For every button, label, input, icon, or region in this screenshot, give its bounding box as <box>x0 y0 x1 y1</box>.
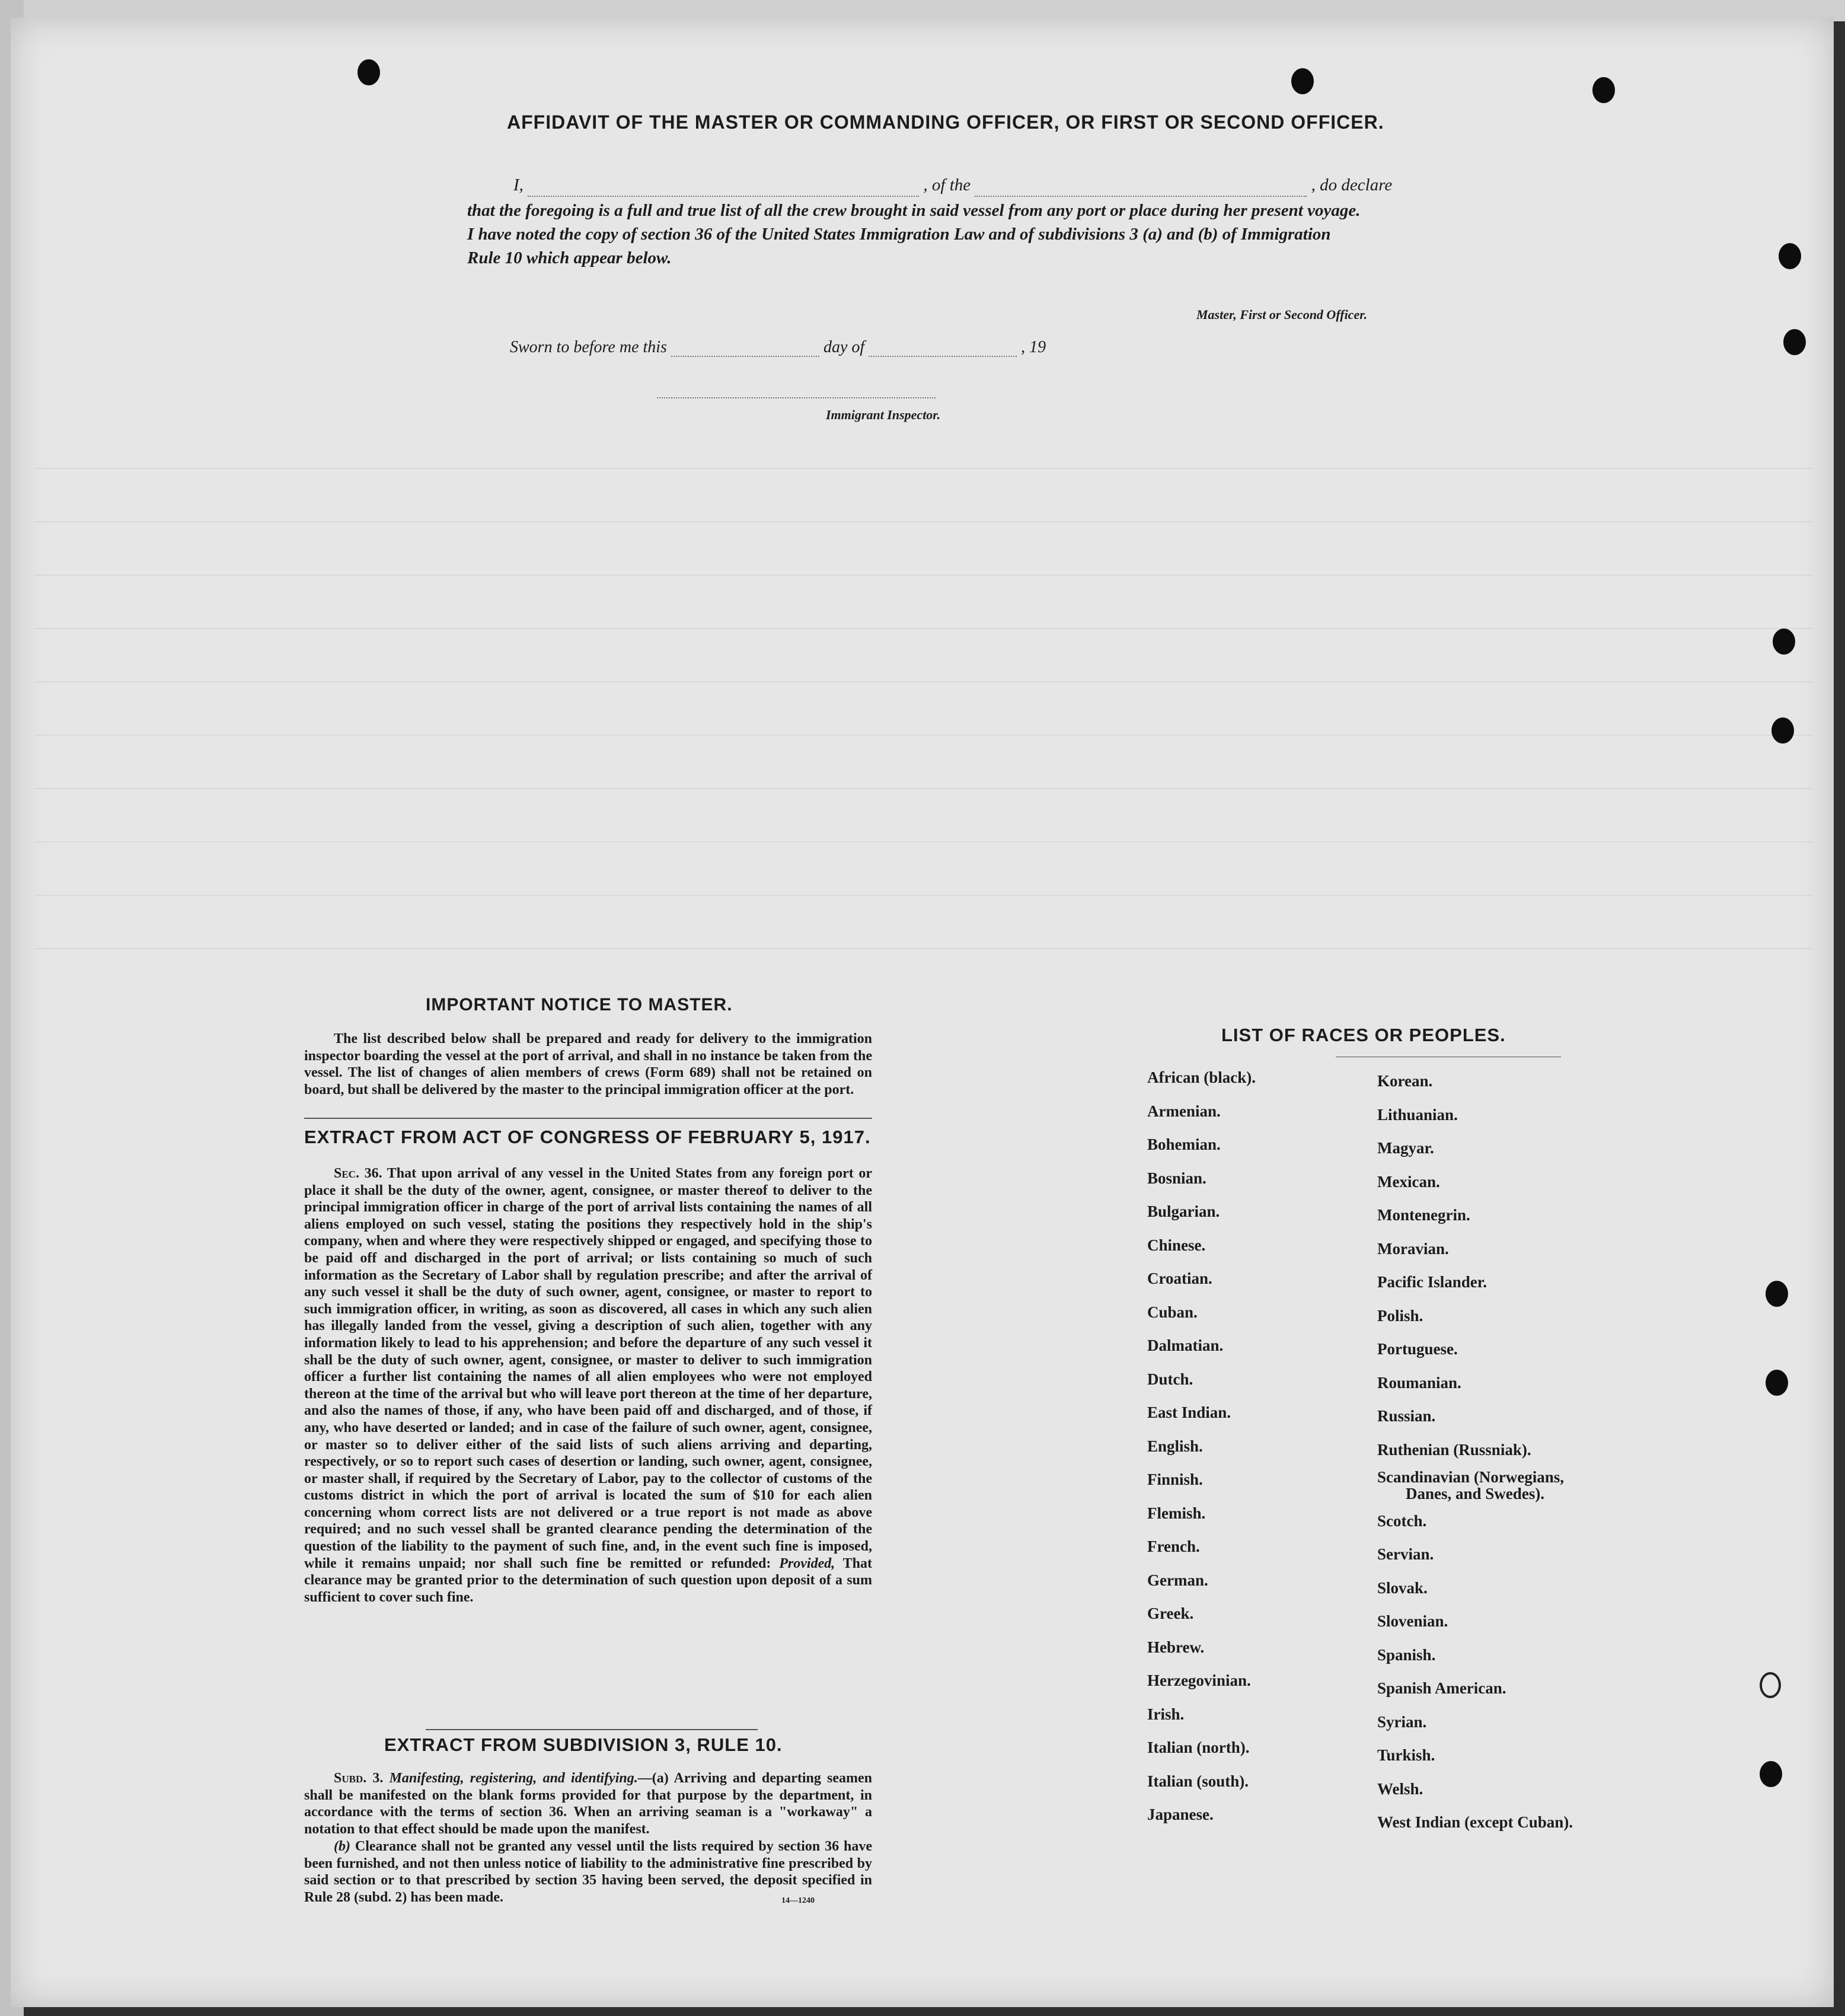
race-item: Herzegovinian. <box>1147 1672 1251 1689</box>
affidavit-line-1 <box>513 173 1450 197</box>
race-item: Korean. <box>1377 1072 1433 1090</box>
form-number: 14—1240 <box>781 1896 815 1905</box>
binder-hole-icon <box>1779 243 1801 269</box>
inspector-signature-line <box>657 397 936 398</box>
provided-label: Provided, <box>779 1555 835 1571</box>
race-item: East Indian. <box>1147 1403 1231 1421</box>
para-a-text: —(a) Arriving and departing seamen shall be manifested on the blank forms provided for that purpose by the department, in accordance with the terms of section 36. When an arriving seaman is a "workaway" a notation to that effect should be made upon the manifest. <box>304 1771 873 1837</box>
race-item: Montenegrin. <box>1377 1206 1470 1224</box>
race-item: Irish. <box>1147 1705 1185 1723</box>
binder-hole-icon <box>1766 1281 1788 1307</box>
extract-rule-para-a <box>304 1770 872 1838</box>
race-item: Servian. <box>1377 1545 1434 1563</box>
binder-hole-outline-icon <box>1760 1672 1781 1698</box>
races-title: LIST OF RACES OR PEOPLES. <box>1221 1025 1506 1045</box>
extract-act-body <box>304 1165 872 1606</box>
races-left-column <box>1147 1068 1343 1839</box>
affidavit-do-declare-label: , do declare <box>1311 176 1393 194</box>
race-item: German. <box>1147 1571 1208 1589</box>
race-item: Armenian. <box>1147 1102 1221 1120</box>
extract-act-title: EXTRACT FROM ACT OF CONGRESS OF FEBRUARY 5, 1917. <box>304 1127 871 1147</box>
race-item: Roumanian. <box>1377 1373 1461 1392</box>
race-item: Bosnian. <box>1147 1169 1206 1187</box>
subd-title: Manifesting, registering, and identifying. <box>389 1771 638 1786</box>
affidavit-name-field[interactable] <box>528 196 919 197</box>
race-item: Dutch. <box>1147 1370 1193 1388</box>
race-item: Cuban. <box>1147 1303 1198 1321</box>
race-item: Polish. <box>1377 1306 1423 1325</box>
binder-hole-icon <box>357 59 380 85</box>
sworn-line <box>510 338 1046 357</box>
notice-body: The list described below shall be prepared and ready for delivery to the immigration inspector boarding the vessel at the port of arrival, and shall in no instance be taken from the vessel. The list of changes of alien members of crews (Form 689) shall not be retained on board, but shall be delivered by the master to the principal immigration officer at the port. <box>304 1031 872 1098</box>
affidavit-line-4: Rule 10 which appear below. <box>467 248 672 267</box>
sworn-label: Sworn to before me this <box>510 338 667 356</box>
race-item: Finnish. <box>1147 1470 1203 1488</box>
race-item: Welsh. <box>1377 1779 1423 1798</box>
race-item: Hebrew. <box>1147 1638 1205 1656</box>
race-item: Flemish. <box>1147 1504 1206 1522</box>
race-item: French. <box>1147 1537 1200 1555</box>
sworn-day-field[interactable] <box>671 356 819 357</box>
race-item: Russian. <box>1377 1407 1436 1425</box>
section-text: That upon arrival of any vessel in the United States from any foreign port or place it shall be the duty of the owner, agent, consignee, or master thereof to deliver to the principal immigration officer in charge of the port of arrival lists containing the names of all aliens employed on such vessel, stating the positions they respectively hold in the ship's company, when and where they were respectively shipped or engaged, and specifying those to be paid off and discharged in the port of arrival; or lists containing so much of such information as the Secretary of Labor shall by regulation prescribe; and after the arrival of any such vessel it shall be the duty of such owner, agent, consignee, or master to report to such immigration officer, in writing, as soon as discovered, all cases in which any such alien has illegally landed from the vessel, giving a description of such alien, together with any information likely to lead to his apprehension; and before the departure of any such vessel it shall be the duty of such owner, agent, consignee, or master to deliver to such immigration officer a further list containing the names of all alien employees who were not employed thereon at the time of the arrival but who will leave port thereon at the time of her departure, and also the names of those, if any, who have been paid off and discharged, and of those, if any, who have deserted or landed; and in case of the failure of such owner, agent, consignee, or master so to deliver either of the said lists of such aliens arriving and departing, respectively, or so to report such cases of desertion or landing, such owner, agent, consignee, or master shall, if required by the Secretary of Labor, pay to the collector of customs of the customs district in which the port of arrival is located the sum of $10 for each alien concerning whom correct lists are not delivered or a true report is not made as above required; and no such vessel shall be granted clearance pending the determination of the question of the liability to the payment of such fine, and, in the event such fine is imposed, while it remains unpaid; nor shall such fine be remitted or refunded: <box>304 1166 872 1571</box>
races-right-column <box>1377 1072 1650 1847</box>
race-item: English. <box>1147 1437 1203 1455</box>
race-item: Mexican. <box>1377 1172 1440 1191</box>
race-item: Scandinavian (Norwegians, <box>1377 1468 1565 1486</box>
binder-hole-icon <box>1771 717 1794 744</box>
divider <box>426 1729 758 1730</box>
race-item: Dalmatian. <box>1147 1336 1224 1354</box>
inspector-label: Immigrant Inspector. <box>826 407 941 422</box>
section-text-end: That clearance may be granted prior to the determination of such question upon deposit of a sum sufficient to cover such fine. <box>304 1555 872 1605</box>
binder-hole-icon <box>1766 1370 1788 1396</box>
race-item: Japanese. <box>1147 1806 1214 1823</box>
affidavit-title: AFFIDAVIT OF THE MASTER OR COMMANDING OFFICER, OR FIRST OR SECOND OFFICER. <box>507 111 1384 133</box>
affidavit-line-2: that the foregoing is a full and true list of all the crew brought in said vessel from any port or place during her present voyage. <box>467 201 1361 220</box>
race-item: Spanish. <box>1377 1645 1436 1664</box>
section-label: Sec. 36. <box>334 1166 382 1181</box>
race-item: Magyar. <box>1377 1139 1434 1157</box>
race-item: Slovenian. <box>1377 1612 1448 1630</box>
affidavit-vessel-field[interactable] <box>975 196 1307 197</box>
binder-hole-icon <box>1783 329 1806 355</box>
para-b-label: (b) <box>334 1839 350 1854</box>
race-item: Bohemian. <box>1147 1135 1221 1153</box>
race-item: Lithuanian. <box>1377 1105 1458 1124</box>
affidavit-line-3: I have noted the copy of section 36 of the United States Immigration Law and of subdivisions 3 (a) and (b) of Immigration <box>467 225 1331 244</box>
race-item: Greek. <box>1147 1604 1194 1622</box>
master-signature-label: Master, First or Second Officer. <box>1196 307 1368 322</box>
affidavit-of-the-label: , of the <box>923 176 971 194</box>
race-item: Ruthenian (Russniak). <box>1377 1440 1531 1459</box>
race-item: Moravian. <box>1377 1239 1449 1258</box>
race-item: Croatian. <box>1147 1269 1212 1287</box>
document-sheet <box>11 18 1834 2007</box>
binder-hole-icon <box>1592 77 1615 103</box>
race-item: Portuguese. <box>1377 1340 1458 1358</box>
binder-hole-icon <box>1291 68 1314 94</box>
race-item: Syrian. <box>1377 1712 1427 1731</box>
affidavit-i-label: I, <box>513 176 524 194</box>
race-item: Pacific Islander. <box>1377 1273 1487 1291</box>
day-of-label: day of <box>823 338 865 356</box>
binder-hole-icon <box>1773 629 1795 655</box>
race-item: Bulgarian. <box>1147 1202 1220 1220</box>
year-label: , 19 <box>1021 338 1046 356</box>
divider <box>304 1118 872 1119</box>
notice-title: IMPORTANT NOTICE TO MASTER. <box>426 995 733 1015</box>
race-item: Chinese. <box>1147 1236 1206 1254</box>
race-item: Italian (north). <box>1147 1739 1250 1756</box>
sworn-month-field[interactable] <box>869 356 1017 357</box>
race-item: Danes, and Swedes). <box>1406 1484 1545 1503</box>
race-item: Slovak. <box>1377 1578 1428 1597</box>
race-item: Italian (south). <box>1147 1772 1249 1790</box>
race-item: Turkish. <box>1377 1746 1435 1764</box>
extract-rule-title: EXTRACT FROM SUBDIVISION 3, RULE 10. <box>384 1734 783 1755</box>
race-item: Spanish American. <box>1377 1679 1506 1697</box>
race-item: Scotch. <box>1377 1511 1427 1530</box>
binder-hole-icon <box>1760 1761 1782 1787</box>
race-item: West Indian (except Cuban). <box>1377 1813 1573 1831</box>
race-item: African (black). <box>1147 1068 1256 1086</box>
subd-label: Subd. 3. <box>334 1771 384 1786</box>
para-b-text: Clearance shall not be granted any vessel until the lists required by section 36 have been furnished, and not then unless notice of liability to the administrative fine prescribed by said section or to that prescribed by section 35 having been served, the deposit specified in Rule 28 (subd. 2) has been made. <box>304 1839 873 1905</box>
